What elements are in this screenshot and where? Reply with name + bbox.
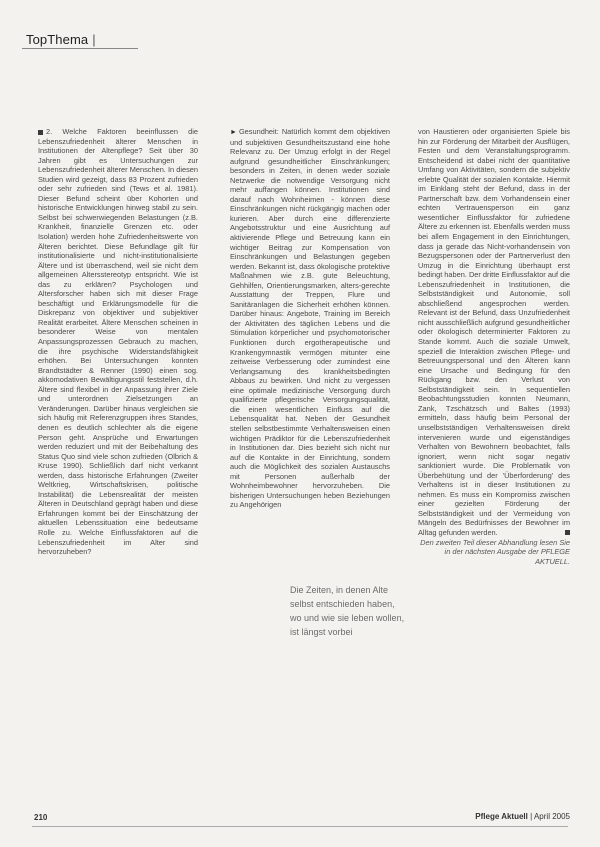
page-number: 210: [34, 813, 48, 822]
arrow-bullet-icon: ►: [230, 129, 237, 136]
text-column-2: [230, 127, 390, 510]
footer-publication: Pflege Aktuell | April 2005: [475, 812, 570, 821]
section-header: [26, 32, 96, 47]
issue-date: April 2005: [533, 812, 570, 821]
section-title: TopThema: [26, 32, 89, 47]
text-column-1: [38, 127, 198, 557]
pull-quote: Die Zeiten, in denen Alte selbst entschieden haben, wo und wie sie leben wollen, ist längst vorbei: [290, 585, 405, 637]
header-separator: |: [92, 32, 96, 47]
column-1-text: 2. Welche Faktoren beeinflussen die Lebenszufriedenheit älterer Menschen in Institutionen der Altenpflege? Seit über 30 Jahren gibt es Untersuchungen zur Lebenszufriedenheit älterer Menschen. In diesen Studien wird gezeigt, dass 83 Prozent zufrieden oder sehr zufrieden sind (Tews et al. 1981). Dieser Befund scheint über Kohorten und historische Entwicklungen hinweg stabil zu sein. Selbst bei schwerwiegenden Belastungen (z.B. Krankheit, finanzielle Grenzen etc. oder Isolation) werden hohe Zufriedenheitswerte von Älteren berichtet. Diese Befundlage gilt für institutionalisierte und nicht-institutionalisierte Ältere und ist überraschend, weil sie nicht dem allgemeinen Altersstereotyp entspricht. Wie ist das zu erklären? Psychologen und Altersforscher haben sich mit dieser Frage beschäftigt und Erklärungsmodelle für die Diskrepanz von objektiver und subjektiver Realität erarbeitet. Ältere Menschen scheinen in besonderer Weise von mentalen Anpassungsprozessen Gebrauch zu machen, die ihre psychische Widerstandsfähigkeit erhöhen. Bei Untersuchungen konnten Brandtstädter & Renner (1990) einen sog. akkomodativen Bewältigungsstil feststellen, d.h. Ältere sind flexibel in der Anpassung ihrer Ziele und unterordnen Zielsetzungen an Veränderungen. Darüber hinaus vergleichen sie sich häufig mit Referenzgruppen ihres Standes, denen es deutlich schlechter als die eigene Person geht. Ansprüche und Erwartungen werden reduziert und mit der Beibehaltung des Status Quo sind viele schon zufrieden (Olbrich & Kruse 1990). Schließlich darf nicht verkannt werden, dass historische Erfahrungen (Zweiter Weltkrieg, Wirtschaftskrisen, politische Instabilität) die Lebensrealität der meisten Älteren in Deutschland geprägt haben und diese Erfahrungen kommt bei der Einschätzung der aktuellen Lebenssituation eine bedeutsame Rolle zu. Welche Einflussfaktoren auf die Lebenszufriedenheit im Alter sind hervorzuheben?: [38, 127, 198, 557]
text-column-3: [418, 127, 570, 566]
column-2-text: Gesundheit: Natürlich kommt dem objektiven und subjektiven Gesundheitszustand eine hohe Relevanz zu. Der Umzug erfolgt in der Regel aufgrund gesundheitlicher Einschränkungen; besonders in Zeiten, in denen weder soziale Netzwerke die notwendige Versorgung nicht mehr auffangen können. Institutionen sind darauf nach Wohnheimen - können diese Einschränkungen nicht rückgängig machen oder kurieren. Aber durch eine differenzierte Angebotsstruktur und eine Ausrichtung auf aktivierende Pflege und Betreuung kann ein wichtiger Beitrag zur Kompensation von Einschränkungen und Belastungen gegeben werden. Bekannt ist, dass ökologische protektive Maßnahmen wie z.B. gute Beleuchtung, Gehhilfen, Orientierungsmarken, alters-gerechte Ausstattung der Treppen, Flure und Sanitäranlagen die Sicherheit erhöhen können. Darüber hinaus: Angebote, Training im Bereich der Aktivitäten des täglichen Lebens und die Stimulation körperlicher und psychomotorischer Funktionen durch ergotherapeutische und Krankengymnastik vermögen mitunter eine zeitweise Verbesserung oder zumindest eine Verlangsamung des krankheitsbedingten Abbaus zu bewirken. Und nicht zu vergessen eine optimale medizinische Versorgung durch qualifizierte pflegerische Versorgungsqualität, die einen wesentlichen Einfluss auf die Lebensqualität hat. Neben der Gesundheit stellen selbstbestimmte Verhaltensweisen einen wichtigen Prädiktor für die Lebenszufriedenheit in Institutionen dar. Dies bezieht sich nicht nur auf die Kontakte in der Einrichtung, sondern auch die Möglichkeit des sozialen Austauschs mit Personen außerhalb der Wohnheimbewohner hervorzuheben. Die bisherigen Untersuchungen heben Beziehungen zu Angehörigen: [230, 127, 390, 510]
square-bullet-icon: [38, 130, 43, 135]
end-mark-icon: [565, 530, 570, 535]
magazine-name: Pflege Aktuell: [475, 812, 528, 821]
header-rule: [22, 48, 138, 49]
column-3-text: von Haustieren oder organisierten Spiele bis hin zur Förderung der Mitarbeit der Ausflügen, Festen und dem Veranstaltungsprogramm. Entscheidend ist dabei nicht der quantitative Umfang von Aktivitäten, sondern die subjektiv erlebte Qualität der sozialen Kontakte. Hiermit im Einklang steht der Befund, dass in der Partnerschaft bzw. dem Vorhandensein einer echten Vertrauensperson ein ganz wesentlicher Einflussfaktor für zufriedene Ältere zu erkennen ist. Ebenfalls werden muss bei allem Engagement in den Einrichtungen, dass ja gerade das Nicht-vorhandensein von Bezugspersonen oder der Partnerverlust den Umzug in die Einrichtung überhaupt erst bedingt haben. Der dritte Einflussfaktor auf die Lebenszufriedenheit in Institutionen, die Selbstständigkeit und Autonomie, soll abschließend angesprochen werden. Relevant ist der Befund, dass Unzufriedenheit nicht ausschließlich aufgrund gesundheitlicher oder ökologisch determinierter Faktoren zu Stande kommt. Auch die soziale Umwelt, speziell die Interaktion zwischen Pflege- und Betreuungspersonal und den Älteren kann eine Ursache und Bedingung für den Rückgang bzw. den Verlust von Selbstständigkeit sein. In sequentiellen Beobachtungsstudien konnten Neumann, Zank, Tzschätzsch und Baltes (1993) ermitteln, dass häufig beim Personal der unselbstständigen Verhaltensweisen direkt intervenieren wurde und eigenständiges Verhalten von Bewohnern beobachtet, falls ignoriert, wenn nicht sogar negativ sanktioniert wurde. Die Problematik von Überbehütung und der 'Überforderung' des Verhaltens ist in dieser Institutionen zu nehmen. Es muss ein Kompromiss zwischen einer gezielten Förderung der Selbstständigkeit und der Vermeidung von Mängeln des Bedürfnisses der Bewohner im Alltag gefunden werden.: [418, 127, 571, 537]
footer-rule: [32, 826, 568, 827]
continuation-note: Den zweiten Teil dieser Abhandlung lesen Sie in der nächsten Ausgabe der PFLEGE AKTUELL.: [420, 537, 570, 566]
